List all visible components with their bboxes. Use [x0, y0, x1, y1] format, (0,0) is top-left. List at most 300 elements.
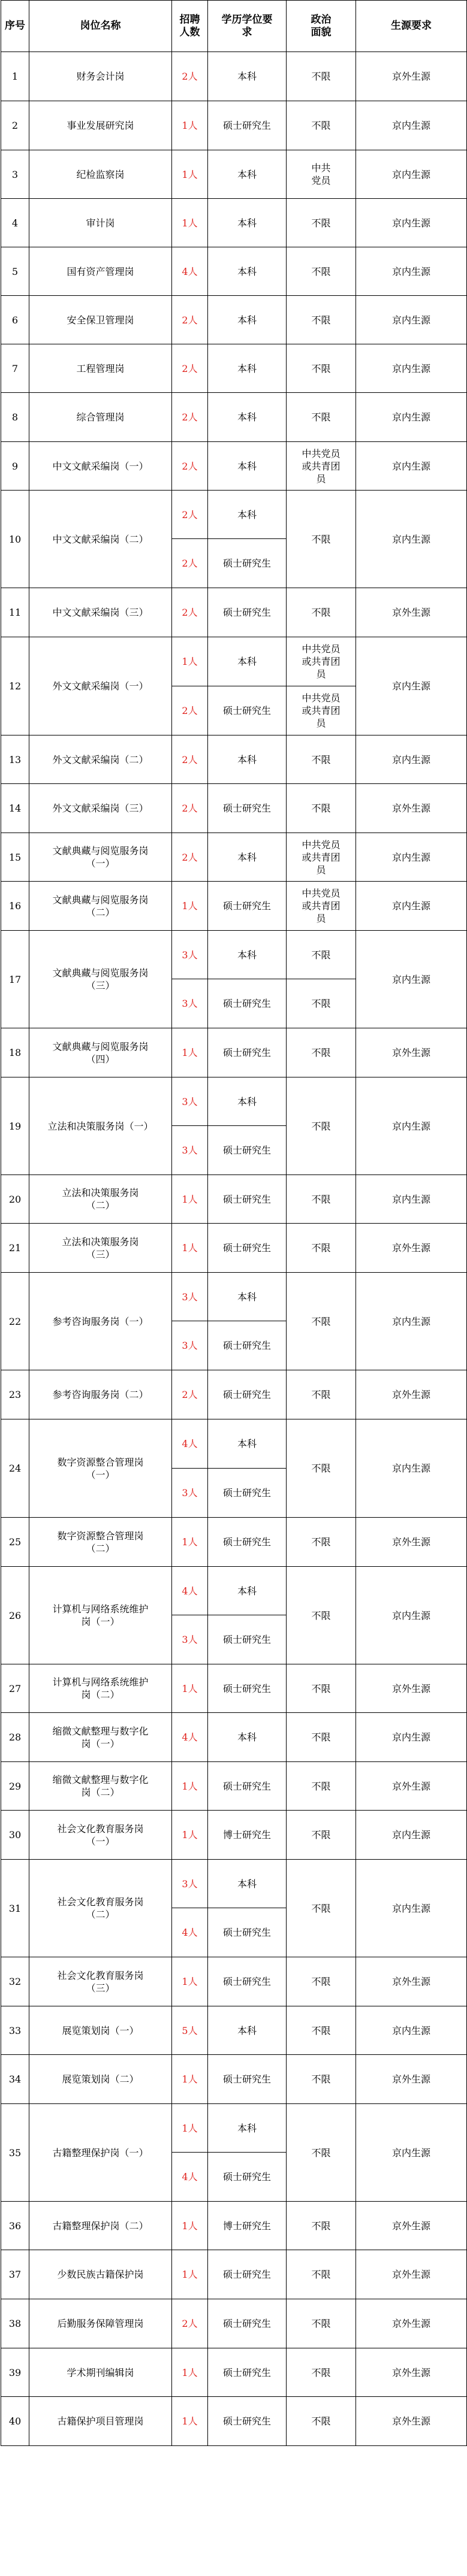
- position-name: 立法和决策服务岗 （二）: [29, 1175, 172, 1224]
- position-name: 安全保卫管理岗: [29, 296, 172, 344]
- table-row: [1, 588, 467, 637]
- table-row: [1, 296, 467, 344]
- education-requirement: 硕士研究生: [208, 2250, 287, 2299]
- position-name: 综合管理岗: [29, 393, 172, 442]
- education-requirement: 本科: [208, 247, 287, 296]
- header-headcount: 招聘 人数: [172, 1, 208, 52]
- position-name: 外文文献采编岗（二）: [29, 735, 172, 784]
- table-row: [1, 1957, 467, 2006]
- headcount: 1人: [172, 2055, 208, 2104]
- political-status: 不限: [287, 1224, 356, 1273]
- table-row: [1, 637, 467, 686]
- position-name: 学术期刊编辑岗: [29, 2348, 172, 2397]
- source-requirement: 京外生源: [356, 784, 467, 833]
- position-name: 古籍整理保护岗（一）: [29, 2104, 172, 2202]
- table-row: [1, 1419, 467, 1469]
- table-row: [1, 1224, 467, 1273]
- headcount: 1人: [172, 2397, 208, 2446]
- source-requirement: 京外生源: [356, 1370, 467, 1419]
- table-row: [1, 199, 467, 247]
- table-row: [1, 882, 467, 931]
- row-seq: 32: [1, 1957, 29, 2006]
- row-seq: 38: [1, 2299, 29, 2348]
- political-status: 不限: [287, 979, 356, 1028]
- headcount: 2人: [172, 833, 208, 882]
- headcount: 3人: [172, 1860, 208, 1908]
- source-requirement: 京外生源: [356, 2202, 467, 2250]
- headcount: 2人: [172, 344, 208, 393]
- source-requirement: 京内生源: [356, 1077, 467, 1175]
- political-status: 不限: [287, 296, 356, 344]
- row-seq: 37: [1, 2250, 29, 2299]
- political-status: 不限: [287, 2006, 356, 2055]
- source-requirement: 京内生源: [356, 1860, 467, 1957]
- headcount: 3人: [172, 1321, 208, 1370]
- position-name: 中文文献采编岗（二）: [29, 491, 172, 588]
- headcount: 1人: [172, 1762, 208, 1811]
- position-name: 文献典藏与阅览服务岗 （二）: [29, 882, 172, 931]
- table-row: [1, 101, 467, 150]
- source-requirement: 京内生源: [356, 247, 467, 296]
- table-row: [1, 2299, 467, 2348]
- education-requirement: 本科: [208, 833, 287, 882]
- row-seq: 14: [1, 784, 29, 833]
- headcount: 1人: [172, 637, 208, 686]
- headcount: 3人: [172, 1469, 208, 1518]
- education-requirement: 硕士研究生: [208, 979, 287, 1028]
- headcount: 1人: [172, 1224, 208, 1273]
- position-name: 中文文献采编岗（一）: [29, 442, 172, 491]
- headcount: 2人: [172, 1370, 208, 1419]
- position-name: 文献典藏与阅览服务岗 （三）: [29, 931, 172, 1028]
- table-row: [1, 1664, 467, 1713]
- row-seq: 4: [1, 199, 29, 247]
- row-seq: 29: [1, 1762, 29, 1811]
- row-seq: 16: [1, 882, 29, 931]
- position-name: 工程管理岗: [29, 344, 172, 393]
- row-seq: 15: [1, 833, 29, 882]
- source-requirement: 京外生源: [356, 1664, 467, 1713]
- position-name: 计算机与网络系统维护 岗（二）: [29, 1664, 172, 1713]
- headcount: 1人: [172, 101, 208, 150]
- row-seq: 19: [1, 1077, 29, 1175]
- position-name: 审计岗: [29, 199, 172, 247]
- political-status: 中共党员 或共青团 员: [287, 686, 356, 735]
- education-requirement: 本科: [208, 931, 287, 979]
- position-name: 立法和决策服务岗 （三）: [29, 1224, 172, 1273]
- position-name: 社会文化教育服务岗 （三）: [29, 1957, 172, 2006]
- position-table: [1, 0, 467, 2446]
- source-requirement: 京外生源: [356, 1518, 467, 1567]
- source-requirement: 京内生源: [356, 1175, 467, 1224]
- headcount: 3人: [172, 1273, 208, 1321]
- row-seq: 20: [1, 1175, 29, 1224]
- table-row: [1, 2348, 467, 2397]
- position-name: 财务会计岗: [29, 52, 172, 101]
- row-seq: 12: [1, 637, 29, 735]
- education-requirement: 硕士研究生: [208, 1028, 287, 1077]
- row-seq: 17: [1, 931, 29, 1028]
- education-requirement: 本科: [208, 1713, 287, 1762]
- row-seq: 28: [1, 1713, 29, 1762]
- education-requirement: 硕士研究生: [208, 784, 287, 833]
- education-requirement: 硕士研究生: [208, 101, 287, 150]
- row-seq: 22: [1, 1273, 29, 1370]
- row-seq: 2: [1, 101, 29, 150]
- position-name: 展览策划岗（二）: [29, 2055, 172, 2104]
- source-requirement: 京外生源: [356, 2250, 467, 2299]
- source-requirement: 京内生源: [356, 442, 467, 491]
- political-status: 不限: [287, 784, 356, 833]
- table-row: [1, 1518, 467, 1567]
- political-status: 不限: [287, 1370, 356, 1419]
- source-requirement: 京内生源: [356, 1567, 467, 1664]
- headcount: 1人: [172, 1028, 208, 1077]
- headcount: 1人: [172, 199, 208, 247]
- headcount: 1人: [172, 882, 208, 931]
- political-status: 中共党员 或共青团 员: [287, 637, 356, 686]
- education-requirement: 硕士研究生: [208, 1224, 287, 1273]
- education-requirement: 本科: [208, 1567, 287, 1615]
- position-name: 参考咨询服务岗（二）: [29, 1370, 172, 1419]
- position-name: 社会文化教育服务岗 （二）: [29, 1860, 172, 1957]
- position-name: 事业发展研究岗: [29, 101, 172, 150]
- source-requirement: 京内生源: [356, 1713, 467, 1762]
- row-seq: 24: [1, 1419, 29, 1518]
- position-name: 中文文献采编岗（三）: [29, 588, 172, 637]
- position-name: 外文文献采编岗（一）: [29, 637, 172, 735]
- political-status: 不限: [287, 344, 356, 393]
- table-row: [1, 442, 467, 491]
- source-requirement: 京内生源: [356, 1419, 467, 1518]
- table-row: [1, 1175, 467, 1224]
- table-row: [1, 393, 467, 442]
- table-row: [1, 2055, 467, 2104]
- row-seq: 9: [1, 442, 29, 491]
- position-name: 数字资源整合管理岗 （二）: [29, 1518, 172, 1567]
- source-requirement: 京外生源: [356, 2055, 467, 2104]
- source-requirement: 京外生源: [356, 2397, 467, 2446]
- headcount: 2人: [172, 588, 208, 637]
- political-status: 不限: [287, 588, 356, 637]
- headcount: 2人: [172, 2299, 208, 2348]
- headcount: 1人: [172, 1811, 208, 1860]
- political-status: 不限: [287, 101, 356, 150]
- table-row: [1, 344, 467, 393]
- political-status: 中共党员 或共青团 员: [287, 882, 356, 931]
- headcount: 3人: [172, 979, 208, 1028]
- row-seq: 18: [1, 1028, 29, 1077]
- source-requirement: 京内生源: [356, 833, 467, 882]
- political-status: 中共 党员: [287, 150, 356, 199]
- headcount: 1人: [172, 1664, 208, 1713]
- position-name: 缩微文献整理与数字化 岗（一）: [29, 1713, 172, 1762]
- headcount: 2人: [172, 491, 208, 539]
- table-row: [1, 1370, 467, 1419]
- education-requirement: 硕士研究生: [208, 1518, 287, 1567]
- source-requirement: 京内生源: [356, 2006, 467, 2055]
- education-requirement: 本科: [208, 344, 287, 393]
- source-requirement: 京内生源: [356, 101, 467, 150]
- source-requirement: 京内生源: [356, 150, 467, 199]
- headcount: 3人: [172, 1615, 208, 1664]
- row-seq: 26: [1, 1567, 29, 1664]
- headcount: 2人: [172, 393, 208, 442]
- table-row: [1, 2006, 467, 2055]
- headcount: 1人: [172, 1175, 208, 1224]
- headcount: 5人: [172, 2006, 208, 2055]
- education-requirement: 硕士研究生: [208, 2055, 287, 2104]
- political-status: 不限: [287, 2348, 356, 2397]
- position-name: 文献典藏与阅览服务岗 （四）: [29, 1028, 172, 1077]
- source-requirement: 京内生源: [356, 1811, 467, 1860]
- political-status: 不限: [287, 1567, 356, 1664]
- education-requirement: 本科: [208, 1419, 287, 1469]
- education-requirement: 本科: [208, 52, 287, 101]
- education-requirement: 硕士研究生: [208, 588, 287, 637]
- education-requirement: 本科: [208, 2006, 287, 2055]
- table-row: [1, 2397, 467, 2446]
- row-seq: 40: [1, 2397, 29, 2446]
- table-row: [1, 931, 467, 979]
- education-requirement: 本科: [208, 442, 287, 491]
- table-row: [1, 784, 467, 833]
- education-requirement: 硕士研究生: [208, 1664, 287, 1713]
- education-requirement: 硕士研究生: [208, 2299, 287, 2348]
- table-row: [1, 735, 467, 784]
- political-status: 中共党员 或共青团 员: [287, 833, 356, 882]
- education-requirement: 博士研究生: [208, 2202, 287, 2250]
- source-requirement: 京外生源: [356, 588, 467, 637]
- source-requirement: 京外生源: [356, 1762, 467, 1811]
- headcount: 2人: [172, 539, 208, 588]
- education-requirement: 硕士研究生: [208, 1469, 287, 1518]
- table-row: [1, 1273, 467, 1321]
- political-status: 不限: [287, 393, 356, 442]
- political-status: 不限: [287, 1762, 356, 1811]
- headcount: 2人: [172, 784, 208, 833]
- education-requirement: 本科: [208, 735, 287, 784]
- political-status: 不限: [287, 2055, 356, 2104]
- education-requirement: 硕士研究生: [208, 1615, 287, 1664]
- position-name: 国有资产管理岗: [29, 247, 172, 296]
- education-requirement: 硕士研究生: [208, 1126, 287, 1175]
- political-status: 不限: [287, 1518, 356, 1567]
- education-requirement: 硕士研究生: [208, 2348, 287, 2397]
- row-seq: 35: [1, 2104, 29, 2202]
- source-requirement: 京外生源: [356, 1224, 467, 1273]
- source-requirement: 京内生源: [356, 491, 467, 588]
- table-row: [1, 833, 467, 882]
- header-row: [1, 1, 467, 52]
- education-requirement: 本科: [208, 2104, 287, 2153]
- headcount: 4人: [172, 1567, 208, 1615]
- political-status: 不限: [287, 2202, 356, 2250]
- header-seq: 序号: [1, 1, 29, 52]
- table-row: [1, 491, 467, 539]
- education-requirement: 硕士研究生: [208, 1321, 287, 1370]
- political-status: 不限: [287, 2250, 356, 2299]
- header-education: 学历学位要 求: [208, 1, 287, 52]
- headcount: 4人: [172, 247, 208, 296]
- source-requirement: 京内生源: [356, 393, 467, 442]
- education-requirement: 硕士研究生: [208, 2153, 287, 2202]
- political-status: 不限: [287, 1664, 356, 1713]
- education-requirement: 本科: [208, 1860, 287, 1908]
- political-status: 不限: [287, 1028, 356, 1077]
- row-seq: 1: [1, 52, 29, 101]
- education-requirement: 本科: [208, 1077, 287, 1126]
- education-requirement: 本科: [208, 199, 287, 247]
- position-name: 古籍整理保护岗（二）: [29, 2202, 172, 2250]
- position-name: 少数民族古籍保护岗: [29, 2250, 172, 2299]
- table-row: [1, 1713, 467, 1762]
- position-name: 数字资源整合管理岗 （一）: [29, 1419, 172, 1518]
- row-seq: 3: [1, 150, 29, 199]
- headcount: 1人: [172, 1957, 208, 2006]
- source-requirement: 京内生源: [356, 931, 467, 1028]
- political-status: 不限: [287, 1273, 356, 1370]
- row-seq: 6: [1, 296, 29, 344]
- source-requirement: 京内生源: [356, 296, 467, 344]
- source-requirement: 京内生源: [356, 882, 467, 931]
- political-status: 不限: [287, 1713, 356, 1762]
- recruitment-table: [1, 0, 466, 2446]
- table-row: [1, 2104, 467, 2153]
- table-row: [1, 52, 467, 101]
- source-requirement: 京外生源: [356, 1957, 467, 2006]
- political-status: 不限: [287, 2299, 356, 2348]
- education-requirement: 硕士研究生: [208, 2397, 287, 2446]
- position-name: 展览策划岗（一）: [29, 2006, 172, 2055]
- position-name: 计算机与网络系统维护 岗（一）: [29, 1567, 172, 1664]
- position-name: 后勤服务保障管理岗: [29, 2299, 172, 2348]
- headcount: 2人: [172, 442, 208, 491]
- headcount: 1人: [172, 150, 208, 199]
- education-requirement: 硕士研究生: [208, 882, 287, 931]
- row-seq: 39: [1, 2348, 29, 2397]
- row-seq: 30: [1, 1811, 29, 1860]
- headcount: 2人: [172, 296, 208, 344]
- header-source-requirement: 生源要求: [356, 1, 467, 52]
- headcount: 1人: [172, 2202, 208, 2250]
- headcount: 4人: [172, 1713, 208, 1762]
- education-requirement: 硕士研究生: [208, 1908, 287, 1957]
- row-seq: 23: [1, 1370, 29, 1419]
- position-name: 文献典藏与阅览服务岗 （一）: [29, 833, 172, 882]
- position-name: 外文文献采编岗（三）: [29, 784, 172, 833]
- political-status: 不限: [287, 199, 356, 247]
- education-requirement: 本科: [208, 1273, 287, 1321]
- row-seq: 7: [1, 344, 29, 393]
- education-requirement: 本科: [208, 150, 287, 199]
- table-row: [1, 1811, 467, 1860]
- row-seq: 8: [1, 393, 29, 442]
- table-row: [1, 150, 467, 199]
- source-requirement: 京内生源: [356, 2104, 467, 2202]
- political-status: 不限: [287, 1077, 356, 1175]
- political-status: 不限: [287, 1175, 356, 1224]
- political-status: 不限: [287, 1860, 356, 1957]
- position-name: 缩微文献整理与数字化 岗（二）: [29, 1762, 172, 1811]
- row-seq: 27: [1, 1664, 29, 1713]
- row-seq: 33: [1, 2006, 29, 2055]
- header-political-status: 政治 面貌: [287, 1, 356, 52]
- source-requirement: 京内生源: [356, 344, 467, 393]
- education-requirement: 本科: [208, 637, 287, 686]
- position-name: 参考咨询服务岗（一）: [29, 1273, 172, 1370]
- headcount: 2人: [172, 52, 208, 101]
- headcount: 2人: [172, 735, 208, 784]
- political-status: 不限: [287, 735, 356, 784]
- table-body: [1, 52, 467, 2446]
- headcount: 4人: [172, 1419, 208, 1469]
- row-seq: 25: [1, 1518, 29, 1567]
- source-requirement: 京内生源: [356, 1273, 467, 1370]
- education-requirement: 本科: [208, 393, 287, 442]
- source-requirement: 京外生源: [356, 2299, 467, 2348]
- education-requirement: 博士研究生: [208, 1811, 287, 1860]
- headcount: 2人: [172, 686, 208, 735]
- headcount: 1人: [172, 2104, 208, 2153]
- education-requirement: 硕士研究生: [208, 1957, 287, 2006]
- education-requirement: 硕士研究生: [208, 539, 287, 588]
- table-row: [1, 1028, 467, 1077]
- political-status: 不限: [287, 491, 356, 588]
- headcount: 1人: [172, 1518, 208, 1567]
- political-status: 不限: [287, 931, 356, 979]
- row-seq: 11: [1, 588, 29, 637]
- row-seq: 31: [1, 1860, 29, 1957]
- table-row: [1, 1077, 467, 1126]
- position-name: 古籍保护项目管理岗: [29, 2397, 172, 2446]
- headcount: 3人: [172, 1126, 208, 1175]
- source-requirement: 京内生源: [356, 735, 467, 784]
- table-row: [1, 1762, 467, 1811]
- headcount: 3人: [172, 931, 208, 979]
- political-status: 不限: [287, 2104, 356, 2202]
- table-row: [1, 1860, 467, 1908]
- education-requirement: 硕士研究生: [208, 686, 287, 735]
- source-requirement: 京外生源: [356, 52, 467, 101]
- position-name: 立法和决策服务岗（一）: [29, 1077, 172, 1175]
- position-name: 社会文化教育服务岗 （一）: [29, 1811, 172, 1860]
- political-status: 不限: [287, 1419, 356, 1518]
- political-status: 不限: [287, 247, 356, 296]
- table-row: [1, 2202, 467, 2250]
- table-row: [1, 1567, 467, 1615]
- political-status: 不限: [287, 1811, 356, 1860]
- headcount: 3人: [172, 1077, 208, 1126]
- source-requirement: 京内生源: [356, 637, 467, 735]
- education-requirement: 硕士研究生: [208, 1175, 287, 1224]
- source-requirement: 京内生源: [356, 199, 467, 247]
- row-seq: 13: [1, 735, 29, 784]
- row-seq: 10: [1, 491, 29, 588]
- headcount: 1人: [172, 2348, 208, 2397]
- row-seq: 5: [1, 247, 29, 296]
- education-requirement: 硕士研究生: [208, 1762, 287, 1811]
- position-name: 纪检监察岗: [29, 150, 172, 199]
- row-seq: 36: [1, 2202, 29, 2250]
- headcount: 1人: [172, 2250, 208, 2299]
- table-row: [1, 2250, 467, 2299]
- headcount: 4人: [172, 1908, 208, 1957]
- header-position-name: 岗位名称: [29, 1, 172, 52]
- political-status: 不限: [287, 2397, 356, 2446]
- headcount: 4人: [172, 2153, 208, 2202]
- political-status: 中共党员 或共青团 员: [287, 442, 356, 491]
